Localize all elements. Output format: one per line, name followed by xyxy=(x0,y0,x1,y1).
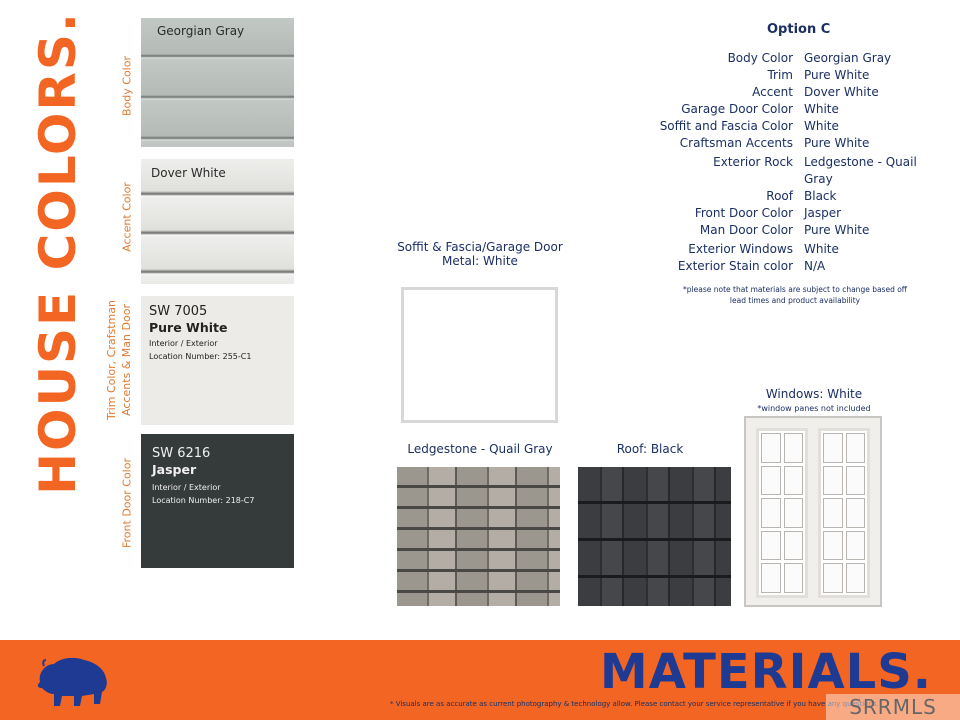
window-sash-right xyxy=(818,428,870,598)
option-key: Trim xyxy=(767,68,793,82)
soffit-caption xyxy=(380,240,580,268)
srrmls-watermark: SRRMLS xyxy=(826,694,960,720)
house-colors-title: HOUSE COLORS. xyxy=(29,11,87,495)
accent-color-swatch xyxy=(141,159,294,284)
materials-title: MATERIALS. xyxy=(599,644,932,700)
body-color-label: Body Color xyxy=(120,56,134,116)
body-color-swatch xyxy=(141,18,294,147)
trim-color-label xyxy=(104,300,134,420)
option-key: Soffit and Fascia Color xyxy=(659,119,793,133)
option-key: Craftsman Accents xyxy=(679,136,793,150)
option-key: Man Door Color xyxy=(699,223,793,237)
swatch-location: Location Number: 218-C7 xyxy=(152,496,255,505)
availability-note xyxy=(660,284,930,306)
rock-caption: Ledgestone - Quail Gray xyxy=(407,442,553,456)
swatch-name: Dover White xyxy=(151,166,226,180)
window-sample xyxy=(744,416,882,607)
swatch-name: Pure White xyxy=(149,320,228,335)
accent-color-label: Accent Color xyxy=(120,182,134,252)
option-value: Georgian Gray xyxy=(804,51,892,65)
option-value: White xyxy=(804,242,839,256)
option-title: Option C xyxy=(767,22,831,37)
option-key: Front Door Color xyxy=(694,206,793,220)
option-value: Ledgestone - Quail Gray xyxy=(804,155,917,186)
footer-bar xyxy=(0,640,960,720)
footer-disclaimer: * Visuals are as accurate as current photography & technology allow. Please contact your service representative if you have any questions. xyxy=(390,700,879,708)
option-value: N/A xyxy=(804,259,826,273)
soffit-white-sample xyxy=(401,287,558,423)
swatch-name: Jasper xyxy=(152,462,197,477)
option-value: Pure White xyxy=(804,68,870,82)
option-value: Black xyxy=(804,189,837,203)
windows-caption: Windows: White xyxy=(765,387,863,401)
option-value: White xyxy=(804,119,839,133)
bison-icon xyxy=(34,652,114,710)
option-value: Pure White xyxy=(804,223,870,237)
option-key: Garage Door Color xyxy=(681,102,793,116)
swatch-location: Location Number: 255-C1 xyxy=(149,352,252,361)
swatch-name: Georgian Gray xyxy=(157,24,245,38)
note-line1: *please note that materials are subject to change based off xyxy=(683,285,907,294)
option-key: Accent xyxy=(752,85,793,99)
windows-note: *window panes not included xyxy=(757,404,871,413)
roof-caption: Roof: Black xyxy=(616,442,684,456)
front-door-color-label: Front Door Color xyxy=(120,458,134,548)
soffit-caption-line2: Metal: White xyxy=(442,254,518,268)
option-key: Body Color xyxy=(727,51,793,65)
swatch-subtext: Interior / Exterior xyxy=(149,339,218,348)
option-value: Jasper xyxy=(804,206,842,220)
trim-color-swatch xyxy=(141,296,294,425)
option-key: Exterior Rock xyxy=(713,155,793,169)
ledgestone-rock-sample xyxy=(397,467,560,606)
note-line2: lead times and product availability xyxy=(729,296,861,305)
option-value: Dover White xyxy=(804,85,879,99)
trim-label-line1: Trim Color, Crafstman xyxy=(105,300,118,420)
swatch-code: SW 6216 xyxy=(152,446,211,461)
option-key: Roof xyxy=(766,189,793,203)
trim-label-line2: Accents & Man Door xyxy=(120,304,133,416)
option-value: Pure White xyxy=(804,136,870,150)
option-value: White xyxy=(804,102,839,116)
front-door-color-swatch xyxy=(141,434,294,568)
soffit-caption-line1: Soffit & Fascia/Garage Door xyxy=(397,240,563,254)
roof-shingle-sample xyxy=(578,467,731,606)
window-sash-left xyxy=(756,428,808,598)
swatch-subtext: Interior / Exterior xyxy=(152,483,221,492)
swatch-code: SW 7005 xyxy=(149,304,208,319)
option-key: Exterior Stain color xyxy=(677,259,793,273)
option-key: Exterior Windows xyxy=(688,242,793,256)
